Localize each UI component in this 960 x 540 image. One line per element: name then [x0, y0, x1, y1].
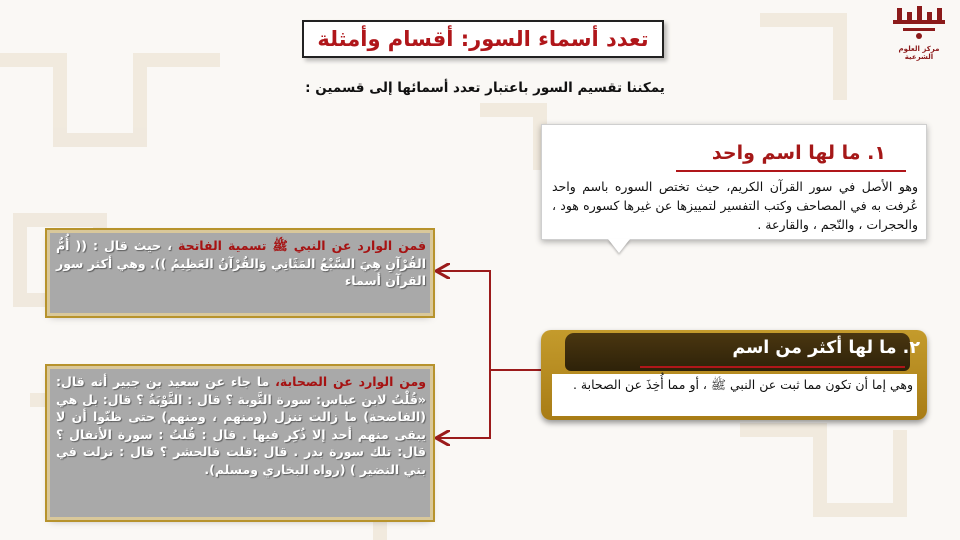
example-prophet-body: ، حيث قال : (( أُمُّ القُرْآنِ هِيَ السَّبْعُ المَثَانِي وَالقُرْآنُ العَظِيمُ )). وهي أكثر سور القرآن أسماء: [56, 238, 426, 288]
callout-tail: [608, 239, 630, 253]
connector-branch: [438, 370, 490, 438]
section-one-underline: [676, 170, 906, 172]
section-one-body: وهو الأصل في سور القرآن الكريم، حيث تختص السوره باسم واحد عُرفت به في المصاحف وكتب التفسير لتمييزها عن غيرها كسوره هود ، والحجرات ، والنّجم ، والقارعة .: [552, 179, 918, 232]
example-prophet-lead: فمن الوارد عن النبي ﷺ: [272, 238, 427, 253]
example-prophet-highlight: تسمية الفاتحة: [178, 238, 267, 253]
example-companions-text: [56, 373, 426, 513]
section-two-heading: ٢. ما لها أكثر من اسم: [732, 338, 920, 358]
example-prophet-text: [56, 237, 426, 309]
example-companions-lead: ومن الوارد عن الصحابة،: [275, 374, 426, 389]
section-two-body: وهي إما أن تكون مما ثبت عن النبي ﷺ ، أو مما أُخِذَ عن الصحابة .: [552, 374, 917, 416]
logo-name: مركز العلوم الشرعية: [898, 45, 940, 61]
brand-logo: [886, 4, 952, 68]
section-one-heading: ١. ما لها اسم واحد: [711, 142, 886, 164]
example-prophet-box: [50, 233, 430, 313]
example-companions-body: ما جاء عن سعيد بن جبير أنه قال: «قُلْتُ لابن عباس: سورة التَّوبة ؟ قال : التَّوْبَةُ ؟ قال: بل هي (الفاضحة) ما زالت تنزل (ومنهم ، ومنهم) حتى ظنّوا أن لا يبقى منهم أحد إلا ذُكِر فيها . قال : قُلتُ : سورة الأنفال ؟ قال: تلك سورة بدر . قال :قلت فالحشر ؟ قال : نزلت في بني النضير ) (رواه البخاري ومسلم).: [56, 374, 426, 477]
example-companions-box: [50, 369, 430, 517]
section-one-callout: [541, 124, 927, 240]
connector-main: [438, 271, 541, 370]
page-title-box: [302, 20, 664, 58]
section-two-underline: [640, 366, 905, 368]
page-title: تعدد أسماء السور: أقسام وأمثلة: [317, 27, 649, 51]
intro-text: يمكننا تقسيم السور باعتبار تعدد أسمائها إلى قسمين :: [305, 80, 665, 96]
logo-mark-icon: [889, 4, 949, 42]
